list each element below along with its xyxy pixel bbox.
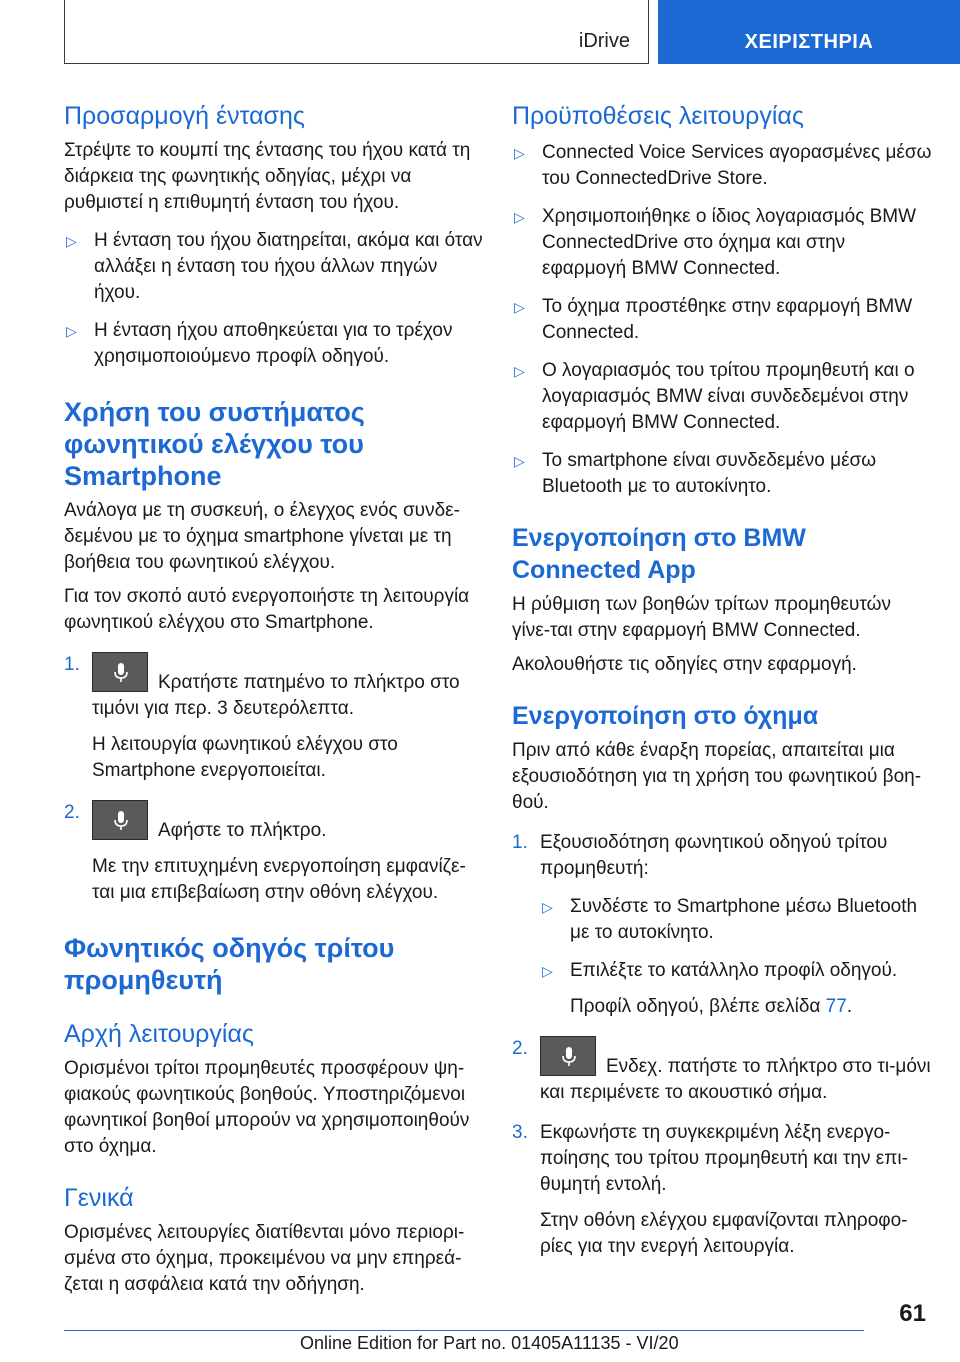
app-text-1: Η ρύθμιση των βοηθών τρίτων προμηθευτών γίνε-ται στην εφαρμογή BMW Connected. [512, 594, 891, 641]
bullet-item [64, 228, 486, 306]
triangle-bullet-icon: ▷ [66, 233, 77, 249]
principle-heading: Αρχή λειτουργίας [64, 1020, 254, 1048]
vehicle-heading: Ενεργοποίηση στο όχημα [512, 702, 819, 730]
step-text: Κρατήστε πατημένο το πλήκτρο στο τιμόνι για περ. 3 δευτερόλεπτα. [92, 672, 460, 719]
smartphone-text-2: Για τον σκοπό αυτό ενεργοποιήστε τη λειτουργία φωνητικού ελέγχου στο Smartphone. [64, 586, 470, 633]
triangle-bullet-icon: ▷ [66, 323, 77, 339]
third-party-heading: Φωνητικός οδηγός τρίτου προμηθευτή [64, 933, 395, 995]
principle-text: Ορισμένοι τρίτοι προμηθευτές προσφέρουν ψη-φιακούς φωνητικούς βοηθούς. Υποστηριζόμενοι φωνητικοί βοηθοί μπορούν να χρησιμοποιηθούν στο όχημα. [64, 1058, 470, 1157]
triangle-bullet-icon: ▷ [514, 145, 525, 161]
step-number: 1. [512, 832, 528, 853]
step-number: 2. [512, 1038, 528, 1059]
general-heading: Γενικά [64, 1184, 134, 1212]
step-text: Εξουσιοδότηση φωνητικού οδηγού τρίτου προμηθευτή: [540, 832, 888, 879]
smartphone-heading: Χρήση του συστήματος φωνητικού ελέγχου του Smartphone [64, 397, 365, 491]
microphone-icon [540, 1036, 596, 1076]
header-chapter-tab: ΧΕΙΡΙΣΤΗΡΙΑ [658, 0, 960, 64]
bullet-item [512, 448, 932, 500]
bullet-text: Επιλέξτε το κατάλληλο προφίλ οδηγού. [570, 960, 898, 981]
footer-edition: Online Edition for Part no. 01405A11135 - VI/20 [300, 1333, 679, 1353]
bullet-text: Connected Voice Services αγορασμένες μέσω του ConnectedDrive Store. [542, 142, 932, 189]
step-text: Αφήστε το πλήκτρο. [158, 820, 327, 841]
step-item [512, 1120, 932, 1198]
app-text-2: Ακολουθήστε τις οδηγίες στην εφαρμογή. [512, 654, 857, 675]
step-note: Με την επιτυχημένη ενεργοποίηση εμφανίζε-ται μια επιβεβαίωση στην οθόνη ελέγχου. [92, 856, 466, 903]
bullet-text: Ο λογαριασμός του τρίτου προμηθευτή και ο λογαριασμός BMW είναι συνδεδεμένοι στην εφαρμογή BMW Connected. [542, 360, 915, 433]
step-item [512, 830, 932, 882]
vehicle-text: Πριν από κάθε έναρξη πορείας, απαιτείται μια εξουσιοδότηση για τη χρήση του φωνητικού βοη-θού. [512, 740, 922, 813]
smartphone-text-1: Ανάλογα με τη συσκευή, ο έλεγχος ενός συνδε-δεμένου με το όχημα smartphone γίνεται με τη βοήθεια του φωνητικού ελέγχου. [64, 500, 460, 573]
bullet-item [512, 140, 932, 192]
microphone-icon [92, 652, 148, 692]
prerequisites-heading: Προϋποθέσεις λειτουργίας [512, 102, 804, 130]
microphone-icon [92, 800, 148, 840]
footer-divider [64, 1330, 864, 1331]
volume-text: Στρέψτε το κουμπί της έντασης του ήχου κατά τη διάρκεια της φωνητικής οδηγίας, μέχρι να ρυθμιστεί η επιθυμητή ένταση του ήχου. [64, 140, 471, 213]
triangle-bullet-icon: ▷ [514, 299, 525, 315]
step-number: 1. [64, 654, 80, 675]
bullet-item [512, 204, 932, 282]
step-number: 3. [512, 1122, 528, 1143]
sub-bullet-item [540, 894, 932, 946]
step-note: Η λειτουργία φωνητικού ελέγχου στο Smartphone ενεργοποιείται. [92, 734, 398, 781]
triangle-bullet-icon: ▷ [542, 899, 553, 915]
page-reference-link[interactable]: 77 [825, 996, 847, 1017]
bullet-text: Χρησιμοποιήθηκε ο ίδιος λογαριασμός BMW ConnectedDrive στο όχημα και στην εφαρμογή BMW Connected. [542, 206, 917, 279]
volume-heading: Προσαρμογή έντασης [64, 102, 305, 130]
step-item [64, 800, 486, 844]
step-item [64, 652, 486, 722]
bullet-text: Η ένταση ήχου αποθηκεύεται για το τρέχον χρησιμοποιούμενο προφίλ οδηγού. [94, 320, 453, 367]
bullet-text: Η ένταση του ήχου διατηρείται, ακόμα και όταν αλλάξει η ένταση του ήχου άλλων πηγών ήχου. [94, 230, 483, 303]
note-text: Προφίλ οδηγού, βλέπε σελίδα [570, 996, 821, 1017]
step-text: Εκφωνήστε τη συγκεκριμένη λέξη ενεργο-ποίησης του τρίτου προμηθευτή και την επι-θυμητή εντολή. [540, 1122, 908, 1195]
step-item [512, 1036, 932, 1106]
general-text: Ορισμένες λειτουργίες διατίθενται μόνο περιορι-σμένα στο όχημα, προκειμένου να μην επηρεά-ζεται η ασφάλεια κατά την οδήγηση. [64, 1222, 465, 1295]
bullet-text: Το smartphone είναι συνδεδεμένο μέσω Bluetooth με το αυτοκίνητο. [542, 450, 877, 497]
triangle-bullet-icon: ▷ [514, 363, 525, 379]
app-heading: Ενεργοποίηση στο BMW Connected App [512, 524, 806, 584]
triangle-bullet-icon: ▷ [514, 453, 525, 469]
step-number: 2. [64, 802, 80, 823]
triangle-bullet-icon: ▷ [542, 963, 553, 979]
bullet-item [512, 358, 932, 436]
bullet-item [64, 318, 486, 370]
header-box [64, 0, 649, 64]
header-section: iDrive [578, 30, 630, 52]
left-column [64, 100, 486, 1306]
bullet-text: Συνδέστε το Smartphone μέσω Bluetooth με το αυτοκίνητο. [570, 896, 918, 943]
triangle-bullet-icon: ▷ [514, 209, 525, 225]
bullet-text: Το όχημα προστέθηκε στην εφαρμογή BMW Connected. [542, 296, 913, 343]
sub-bullet-item [540, 958, 932, 984]
step-note: Στην οθόνη ελέγχου εμφανίζονται πληροφο-ρίες για την ενεργή λειτουργία. [540, 1210, 908, 1257]
sub-bullet-note: Προφίλ οδηγού, βλέπε σελίδα 77. [570, 996, 853, 1017]
step-text: Ενδεχ. πατήστε το πλήκτρο στο τι-μόνι και περιμένετε το ακουστικό σήμα. [540, 1056, 931, 1103]
right-column [512, 100, 932, 1260]
page-number: 61 [899, 1300, 926, 1327]
bullet-item [512, 294, 932, 346]
